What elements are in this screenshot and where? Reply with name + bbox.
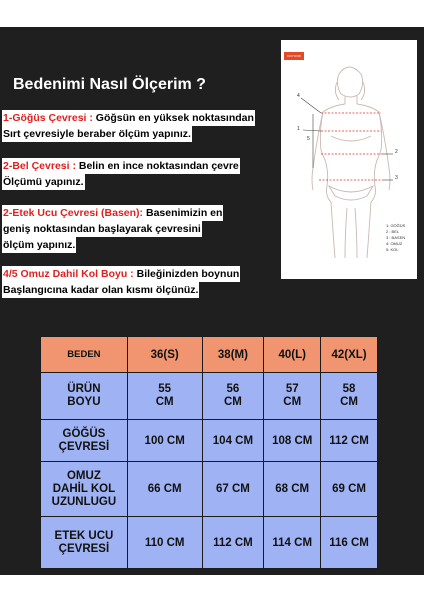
instruction-line: 2-Bel Çevresi : Belin en ince noktasından çevre: [3, 160, 239, 172]
instruction-label: 2-Bel Çevresi :: [3, 160, 76, 172]
figure-number: 4: [297, 93, 300, 99]
header-38: 38(M): [202, 337, 264, 373]
instruction-label: 2-Etek Ucu Çevresi (Basen):: [3, 207, 144, 219]
legend-item: 1: GÖĞÜS: [386, 223, 406, 228]
table-cell: 56 CM: [202, 373, 264, 420]
table-cell: 69 CM: [321, 462, 378, 517]
instruction-line: 2-Etek Ucu Çevresi (Basen): Basenimizin en: [3, 207, 223, 219]
legend-item: 2 : BEL: [386, 229, 400, 234]
table-cell: 116 CM: [321, 517, 378, 569]
table-cell: 57 CM: [264, 373, 321, 420]
page-title: Bedenimi Nasıl Ölçerim ?: [13, 76, 206, 93]
brand-tag: DOYOOB: [284, 52, 304, 60]
instruction-hip: [2, 205, 223, 253]
figure-number: 2: [395, 149, 398, 155]
row-label: OMUZ DAHİL KOL UZUNLUGU: [41, 462, 128, 517]
header-36: 36(S): [127, 337, 202, 373]
instruction-line: ölçüm yapınız.: [3, 239, 76, 251]
table-cell: 67 CM: [202, 462, 264, 517]
row-label: GÖĞÜS ÇEVRESİ: [41, 420, 128, 462]
table-cell: 104 CM: [202, 420, 264, 462]
table-row-product-length: [41, 373, 378, 420]
table-cell: 55 CM: [127, 373, 202, 420]
header-42: 42(XL): [321, 337, 378, 373]
table-row-hem: [41, 517, 378, 569]
instruction-line: Sırt çevresiyle beraber ölçüm yapınız.: [3, 128, 191, 140]
table-row-chest: [41, 420, 378, 462]
instruction-label: 4/5 Omuz Dahil Kol Boyu :: [3, 268, 134, 280]
table-cell: 108 CM: [264, 420, 321, 462]
table-cell: 68 CM: [264, 462, 321, 517]
table-header-row: [41, 337, 378, 373]
header-40: 40(L): [264, 337, 321, 373]
legend-item: 4: OMUZ: [386, 241, 403, 246]
instruction-waist: [2, 158, 240, 190]
legend-item: 5: KOL: [386, 247, 399, 252]
row-label: ETEK UCU ÇEVRESİ: [41, 517, 128, 569]
table-cell: 110 CM: [127, 517, 202, 569]
instruction-arm-length: [2, 266, 240, 298]
table-cell: 112 CM: [321, 420, 378, 462]
table-row-arm-length: [41, 462, 378, 517]
instruction-label: 1-Göğüs Çevresi :: [3, 112, 93, 124]
figure-legend: [386, 223, 405, 253]
header-size: BEDEN: [41, 337, 128, 373]
size-chart-table: [40, 336, 378, 569]
figure-number: 5: [307, 136, 310, 142]
body-measurement-figure: [281, 40, 417, 279]
instruction-line: geniş noktasından başlayarak çevresini: [3, 223, 201, 235]
instruction-line: Başlangıcına kadar olan kısmı ölçünüz.: [3, 284, 199, 296]
instruction-line: 1-Göğüs Çevresi : Göğsün en yüksek noktasından: [3, 112, 254, 124]
table-cell: 58 CM: [321, 373, 378, 420]
table-cell: 66 CM: [127, 462, 202, 517]
figure-number: 3: [395, 175, 398, 181]
table-cell: 114 CM: [264, 517, 321, 569]
table-cell: 100 CM: [127, 420, 202, 462]
row-label: ÜRÜN BOYU: [41, 373, 128, 420]
figure-number: 1: [297, 126, 300, 132]
instruction-line: 4/5 Omuz Dahil Kol Boyu : Bileğinizden boynun: [3, 268, 240, 280]
table-cell: 112 CM: [202, 517, 264, 569]
legend-item: 3 : BASEN: [386, 235, 406, 240]
instruction-chest: [2, 110, 255, 142]
instruction-line: Ölçümü yapınız.: [3, 176, 84, 188]
